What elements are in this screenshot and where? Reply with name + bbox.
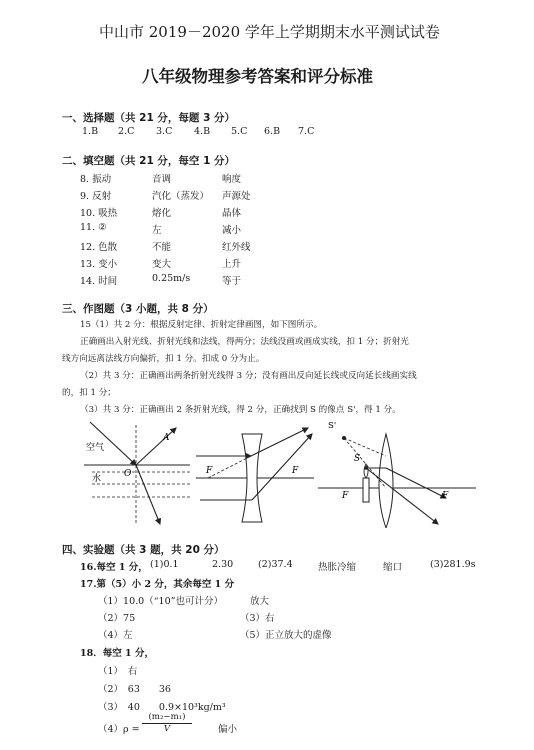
figure-reflection-refraction xyxy=(84,420,190,528)
focus-left-label: F xyxy=(342,491,349,501)
mc-answer: 4.B xyxy=(194,126,211,137)
figure-concave-lens xyxy=(196,420,316,528)
fill-answer: 音调 xyxy=(152,174,172,185)
grading-text: （2）共 3 分：正确画出两条折射光线得 3 分；没有画出反向延长线或反向延长线画实线 xyxy=(80,371,417,381)
mc-answer: 7.C xyxy=(298,126,315,137)
q16-answer: (3)281.9s xyxy=(430,559,476,570)
fill-answer: 汽化（蒸发） xyxy=(152,191,210,202)
mc-answer: 3.C xyxy=(156,126,173,137)
grading-text: 15（1）共 2 分：根据反射定律、折射定律画图，如下图所示。 xyxy=(80,320,323,330)
fill-answer: 红外线 xyxy=(222,242,251,253)
focus-right-label: F xyxy=(292,466,299,476)
mc-answer: 5.C xyxy=(231,126,248,137)
q17-answer: （4）左 xyxy=(98,630,133,641)
q16-label: 16.每空 1 分， xyxy=(80,562,148,573)
mc-answer: 1.B xyxy=(82,126,99,137)
fill-answer: 13. 变小 xyxy=(80,259,118,270)
fill-answer: 8. 振动 xyxy=(80,174,112,185)
q17-label: 17.第（5）小 2 分，其余每空 1 分 xyxy=(80,579,235,590)
q18-label: 18．每空 1 分， xyxy=(80,648,154,659)
fill-answer: 上升 xyxy=(222,259,242,270)
q18-formula-prefix: （4）ρ = xyxy=(98,724,140,735)
grading-text: 正确画出入射光线、折射光线和法线，得两分；法线没画或画成实线，扣 1 分；折射光 xyxy=(80,337,409,347)
fill-answer: 11. ② xyxy=(80,222,107,233)
q16-answer: 2.30 xyxy=(212,559,234,570)
fill-answer: 不能 xyxy=(152,242,172,253)
fill-answer: 等于 xyxy=(222,276,242,287)
fill-answer: 左 xyxy=(152,225,162,236)
q16-answer: (2)37.4 xyxy=(258,559,293,570)
q18-answer: （3） 40 0.9×10³kg/m³ xyxy=(98,702,226,713)
fill-answer: 14. 时间 xyxy=(80,276,118,287)
q17-answer: （3）右 xyxy=(240,613,275,624)
mc-answer: 2.C xyxy=(118,126,135,137)
section4-heading: 四、实验题（共 3 题，共 20 分） xyxy=(62,544,225,556)
air-label: 空气 xyxy=(86,443,105,453)
section1-heading: 一、选择题（共 21 分，每题 3 分） xyxy=(62,112,236,124)
q18-formula-suffix: 偏小 xyxy=(218,724,238,735)
fill-answer: 9. 反射 xyxy=(80,191,112,202)
section3-heading: 三、作图题（3 小题，共 8 分） xyxy=(62,303,214,315)
point-a-label: A xyxy=(163,433,170,443)
fill-answer: 晶体 xyxy=(222,208,242,219)
grading-text: 线方向远离法线方向偏折，扣 1 分。扣成 0 分为止。 xyxy=(62,354,265,364)
q16-answer: 热胀冷缩 xyxy=(318,562,357,573)
image-point-label: S' xyxy=(328,421,337,431)
density-formula-fraction xyxy=(142,712,192,734)
fill-answer: 0.25m/s xyxy=(152,273,191,284)
q17-answer: 放大 xyxy=(250,596,270,607)
water-label: 水 xyxy=(92,474,102,484)
fill-answer: 10. 吸热 xyxy=(80,208,118,219)
formula-denominator: V xyxy=(163,724,171,734)
focus-left-label: F xyxy=(206,466,213,476)
fill-answer: 减小 xyxy=(222,225,242,236)
point-o-label: O xyxy=(124,469,132,479)
object-point-label: S xyxy=(354,454,361,464)
fill-answer: 声源处 xyxy=(222,191,251,202)
grading-text: 的，扣 1 分； xyxy=(62,388,116,398)
fill-answer: 响度 xyxy=(222,174,242,185)
formula-numerator: (m₂−m₁) xyxy=(142,712,192,724)
fill-answer: 变大 xyxy=(152,259,172,270)
q18-answer: （2） 63 36 xyxy=(98,684,171,695)
q17-answer: （5）正立放大的虚像 xyxy=(240,630,332,641)
fill-answer: 熔化 xyxy=(152,208,172,219)
page-subtitle: 八年级物理参考答案和评分标准 xyxy=(142,67,373,86)
figure-convex-lens xyxy=(318,416,478,528)
grading-text: （3）共 3 分：正确画出 2 条折射光线，得 2 分，正确找到 S 的像点 S'，得 1 分。 xyxy=(80,405,401,415)
q17-answer: （2）75 xyxy=(98,613,136,624)
section2-heading: 二、填空题（共 21 分，每空 1 分） xyxy=(62,155,236,167)
page-title: 中山市 2019－2020 学年上学期期末水平测试试卷 xyxy=(99,23,440,41)
focus-right-label: F xyxy=(442,491,449,501)
fill-answer: 12. 色散 xyxy=(80,242,118,253)
mc-answer: 6.B xyxy=(264,126,281,137)
q16-answer: (1)0.1 xyxy=(150,559,179,570)
q17-answer: （1）10.0（“10”也可计分） xyxy=(98,596,223,607)
q16-answer: 缩口 xyxy=(383,562,403,573)
q18-answer: （1） 右 xyxy=(98,666,138,677)
